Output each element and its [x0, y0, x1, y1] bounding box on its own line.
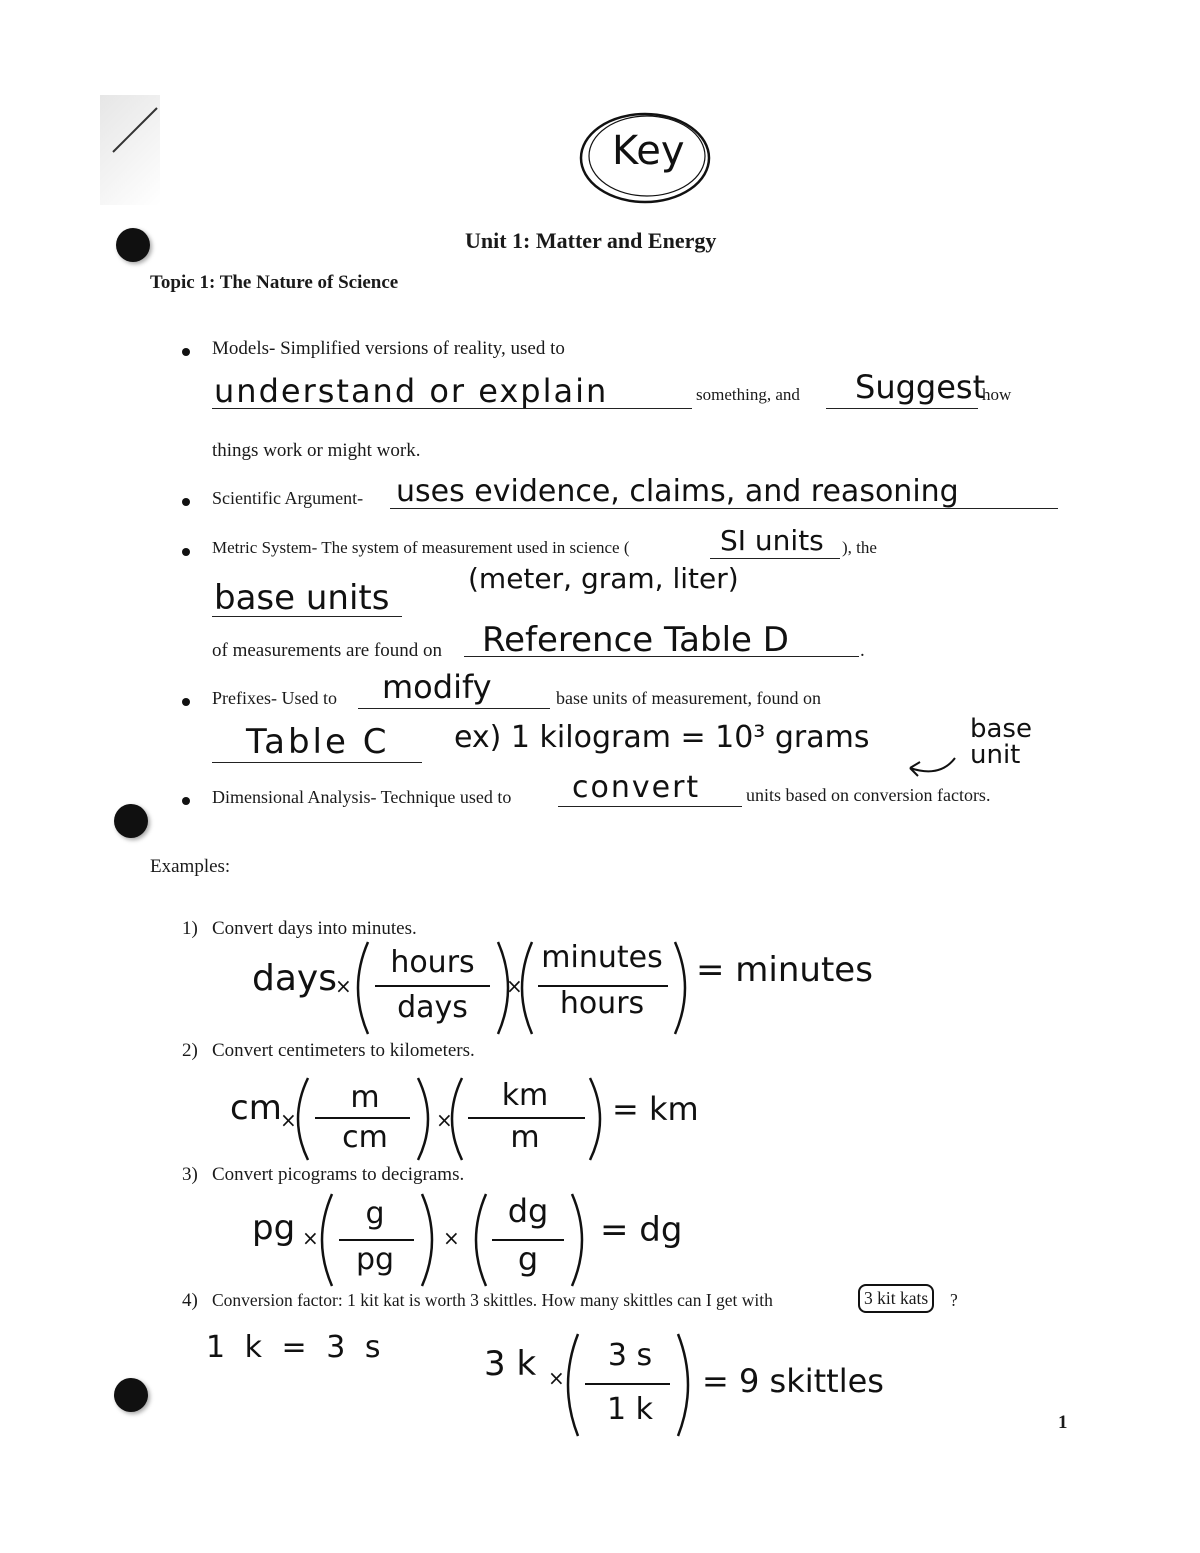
- fraction-denominator: 1 k: [607, 1392, 653, 1427]
- prompt-end: ?: [950, 1290, 958, 1310]
- equation-start: days: [252, 958, 337, 999]
- punch-hole-bottom: [114, 1378, 148, 1412]
- example-prompt: Conversion factor: 1 kit kat is worth 3 skittles. How many skittles can I get with: [212, 1290, 773, 1310]
- metric-answer-1: SI units: [720, 524, 824, 557]
- metric-lead: Metric System- The system of measurement used in science (: [212, 538, 630, 557]
- metric-end: .: [860, 640, 865, 661]
- fraction-numerator: 3 s: [607, 1338, 653, 1373]
- pen-mark: [105, 100, 165, 160]
- fraction-numerator: km: [501, 1078, 549, 1113]
- equation-result: = 9 skittles: [702, 1362, 884, 1400]
- arrow-icon: [900, 752, 960, 782]
- models-answer-1: understand or explain: [214, 372, 609, 410]
- fraction-denominator: m: [510, 1120, 540, 1155]
- metric-line-2: of measurements are found on: [212, 640, 443, 661]
- metric-mid: ), the: [842, 538, 877, 557]
- models-answer-2: Suggest: [855, 368, 986, 406]
- equation-result: = km: [612, 1090, 699, 1128]
- equation-start: 3 k: [484, 1344, 537, 1384]
- fraction-denominator: cm: [342, 1120, 388, 1155]
- example-number: 2): [182, 1040, 198, 1061]
- prefixes-lead: Prefixes- Used to: [212, 688, 337, 708]
- fraction-numerator: g: [365, 1196, 385, 1231]
- equation-result: = minutes: [696, 950, 873, 990]
- blank-line: [464, 656, 859, 657]
- multiply-sign: ×: [506, 974, 523, 998]
- prefixes-answer-2: Table C: [246, 722, 390, 762]
- example-prompt: Convert days into minutes.: [212, 918, 417, 939]
- multiply-sign: ×: [436, 1108, 453, 1132]
- dimensional-answer: convert: [572, 770, 701, 805]
- multiply-sign: ×: [443, 1226, 460, 1250]
- fraction-numerator: dg: [507, 1192, 549, 1230]
- models-lead: Models- Simplified versions of reality, used to: [212, 338, 565, 359]
- punch-hole-middle: [114, 804, 148, 838]
- blank-line: [390, 508, 1058, 509]
- equation-result: = dg: [600, 1210, 683, 1250]
- page-number: 1: [1058, 1412, 1068, 1433]
- blank-line: [358, 708, 550, 709]
- example-number: 4): [182, 1290, 198, 1311]
- fraction-numerator: hours: [390, 945, 475, 980]
- prefixes-mid: base units of measurement, found on: [556, 688, 821, 708]
- example-number: 1): [182, 918, 198, 939]
- blank-line: [826, 408, 978, 409]
- prefixes-note: base unit: [970, 714, 1032, 770]
- models-mid: something, and: [696, 385, 800, 404]
- bullet-dot: [182, 498, 190, 506]
- multiply-sign: ×: [548, 1366, 565, 1390]
- models-end: how: [982, 385, 1012, 404]
- bullet-dot: [182, 348, 190, 356]
- examples-heading: Examples:: [150, 856, 231, 877]
- multiply-sign: ×: [335, 974, 352, 998]
- page-title: Unit 1: Matter and Energy: [465, 228, 717, 253]
- fraction-denominator: hours: [559, 986, 645, 1021]
- boxed-quantity: 3 kit kats: [858, 1284, 934, 1313]
- fraction-denominator: days: [397, 990, 468, 1025]
- example-number: 3): [182, 1164, 198, 1185]
- blank-line: [212, 408, 692, 409]
- dimensional-lead: Dimensional Analysis- Technique used to: [212, 787, 512, 807]
- fraction-numerator: minutes: [541, 940, 663, 975]
- key-label: Key: [612, 128, 685, 174]
- blank-line: [212, 616, 402, 617]
- equation-start: cm: [230, 1088, 282, 1128]
- fraction-denominator: pg: [355, 1242, 395, 1277]
- fraction-denominator: g: [517, 1240, 539, 1278]
- fraction-numerator: m: [350, 1080, 380, 1115]
- blank-line: [558, 806, 742, 807]
- bullet-dot: [182, 698, 190, 706]
- given-relation: 1 k = 3 s: [206, 1330, 381, 1365]
- topic-heading: Topic 1: The Nature of Science: [150, 272, 399, 293]
- models-tail: things work or might work.: [212, 440, 421, 461]
- argument-answer: uses evidence, claims, and reasoning: [396, 474, 959, 509]
- blank-line: [212, 762, 422, 763]
- example-prompt: Convert picograms to decigrams.: [212, 1164, 465, 1185]
- prefixes-answer-1: modify: [382, 668, 492, 706]
- metric-answer-2: base units: [214, 578, 390, 618]
- multiply-sign: ×: [302, 1226, 319, 1250]
- bullet-dot: [182, 548, 190, 556]
- prefixes-example: ex) 1 kilogram = 10³ grams: [454, 720, 870, 755]
- blank-line: [710, 558, 840, 559]
- argument-lead: Scientific Argument-: [212, 488, 364, 508]
- bullet-dot: [182, 797, 190, 805]
- dimensional-end: units based on conversion factors.: [746, 785, 991, 805]
- multiply-sign: ×: [280, 1108, 297, 1132]
- metric-note: (meter, gram, liter): [468, 562, 739, 595]
- punch-hole-top: [116, 228, 150, 262]
- equation-start: pg: [252, 1208, 296, 1248]
- metric-answer-3: Reference Table D: [482, 620, 789, 660]
- example-prompt: Convert centimeters to kilometers.: [212, 1040, 475, 1061]
